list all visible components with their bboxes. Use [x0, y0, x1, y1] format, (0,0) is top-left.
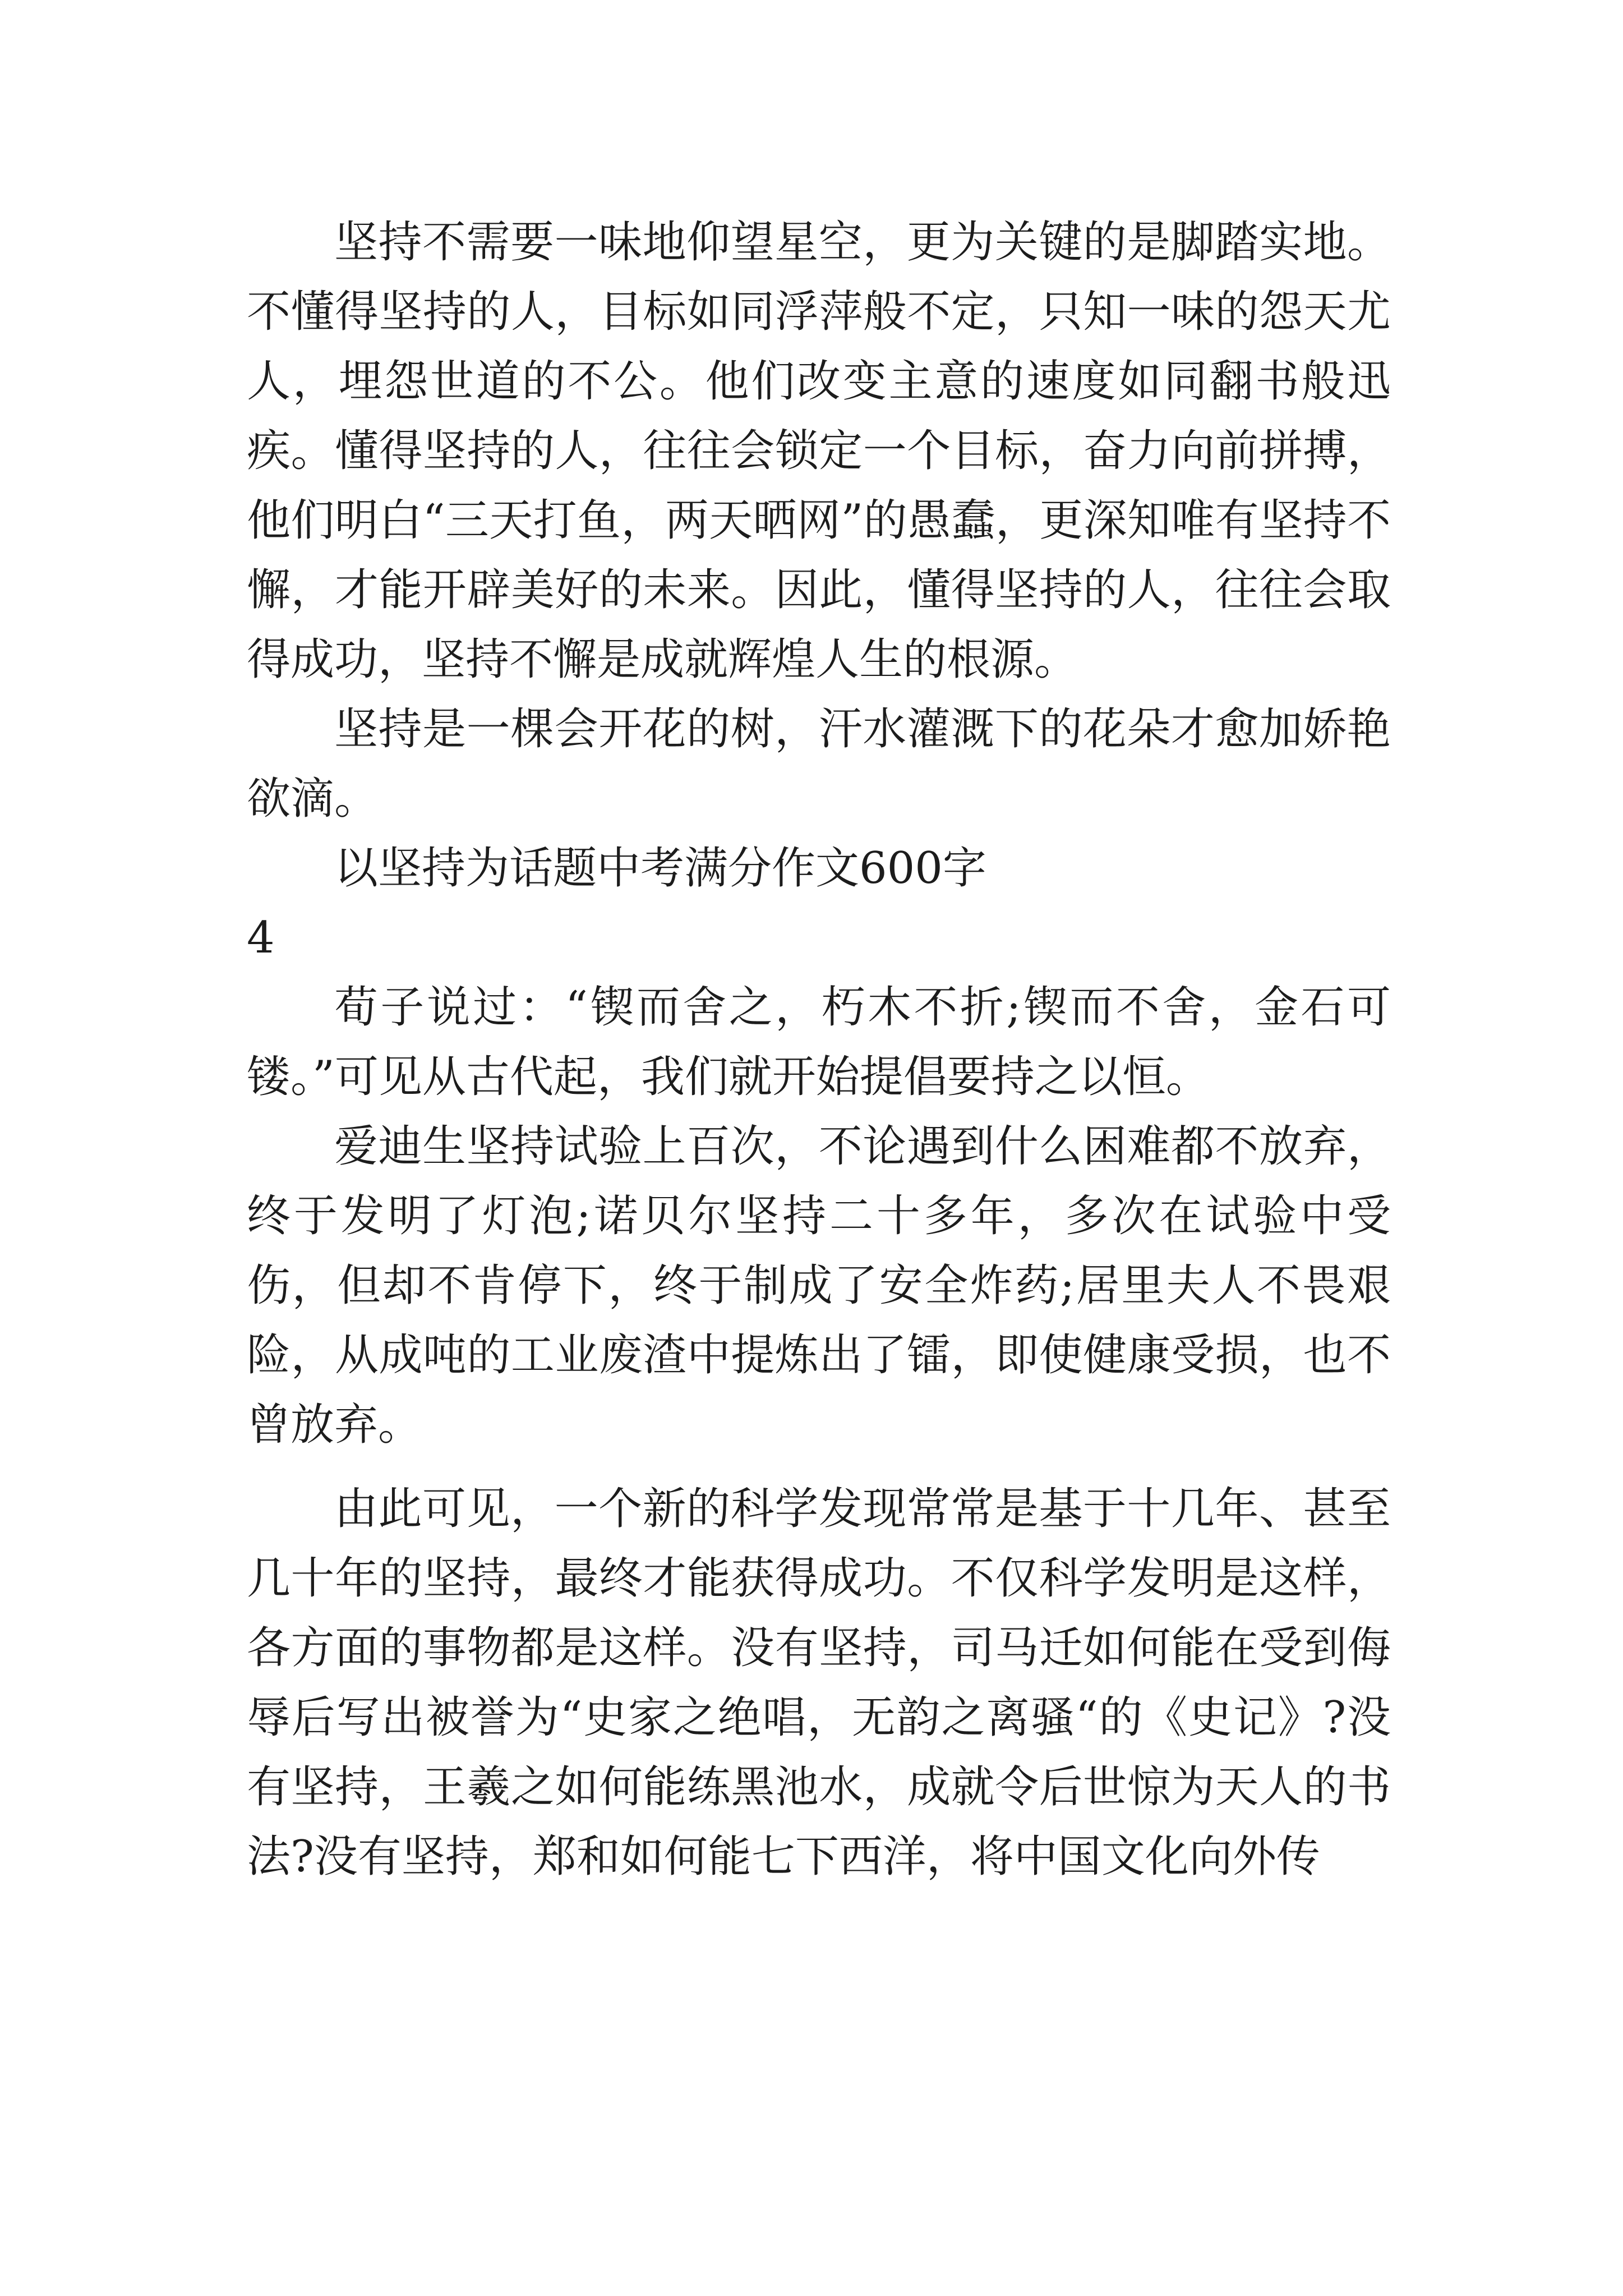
paragraph-scientists: 爱迪生坚持试验上百次，不论遇到什么困难都不放弃，终于发明了灯泡;诺贝尔坚持二十多年，多次在试验中受伤，但却不肯停下，终于制成了安全炸药;居里夫人不畏艰险，从成吨的工业废渣中提炼出了镭，即使健康受损，也不曾放弃。 — [247, 1121, 1391, 1450]
paragraph-conclusion: 由此可见，一个新的科学发现常常是基于十几年、甚至几十年的坚持，最终才能获得成功。不仅科学发明是这样，各方面的事物都是这样。没有坚持，司马迁如何能在受到侮辱后写出被誉为“史家之绝唱，无韵之离骚“的《史记》?没有坚持，王羲之如何能练黑池水，成就令后世惊为天人的书法?没有坚持，郑和如何能七下西洋，将中国文化向外传 — [247, 1484, 1391, 1882]
paragraph-xunzi-quote: 荀子说过：“锲而舍之，朽木不折;锲而不舍，金石可镂。”可见从古代起，我们就开始提倡要持之以恒。 — [247, 982, 1391, 1102]
essay-number: 4 — [247, 913, 275, 963]
paragraph-flowering-tree: 坚持是一棵会开花的树，汗水灌溉下的花朵才愈加娇艳欲滴。 — [247, 704, 1391, 824]
paragraph-persistence-grounded: 坚持不需要一味地仰望星空，更为关键的是脚踏实地。不懂得坚持的人，目标如同浮萍般不定，只知一味的怨天尤人，埋怨世道的不公。他们改变主意的速度如同翻书般迅疾。懂得坚持的人，往往会锁定一个目标，奋力向前拼搏，他们明白“三天打鱼，两天晒网”的愚蠢，更深知唯有坚持不懈，才能开辟美好的未来。因此，懂得坚持的人，往往会取得成功，坚持不懈是成就辉煌人生的根源。 — [247, 217, 1391, 685]
essay-title: 以坚持为话题中考满分作文600字 — [334, 843, 986, 894]
article-body — [247, 208, 1391, 1892]
